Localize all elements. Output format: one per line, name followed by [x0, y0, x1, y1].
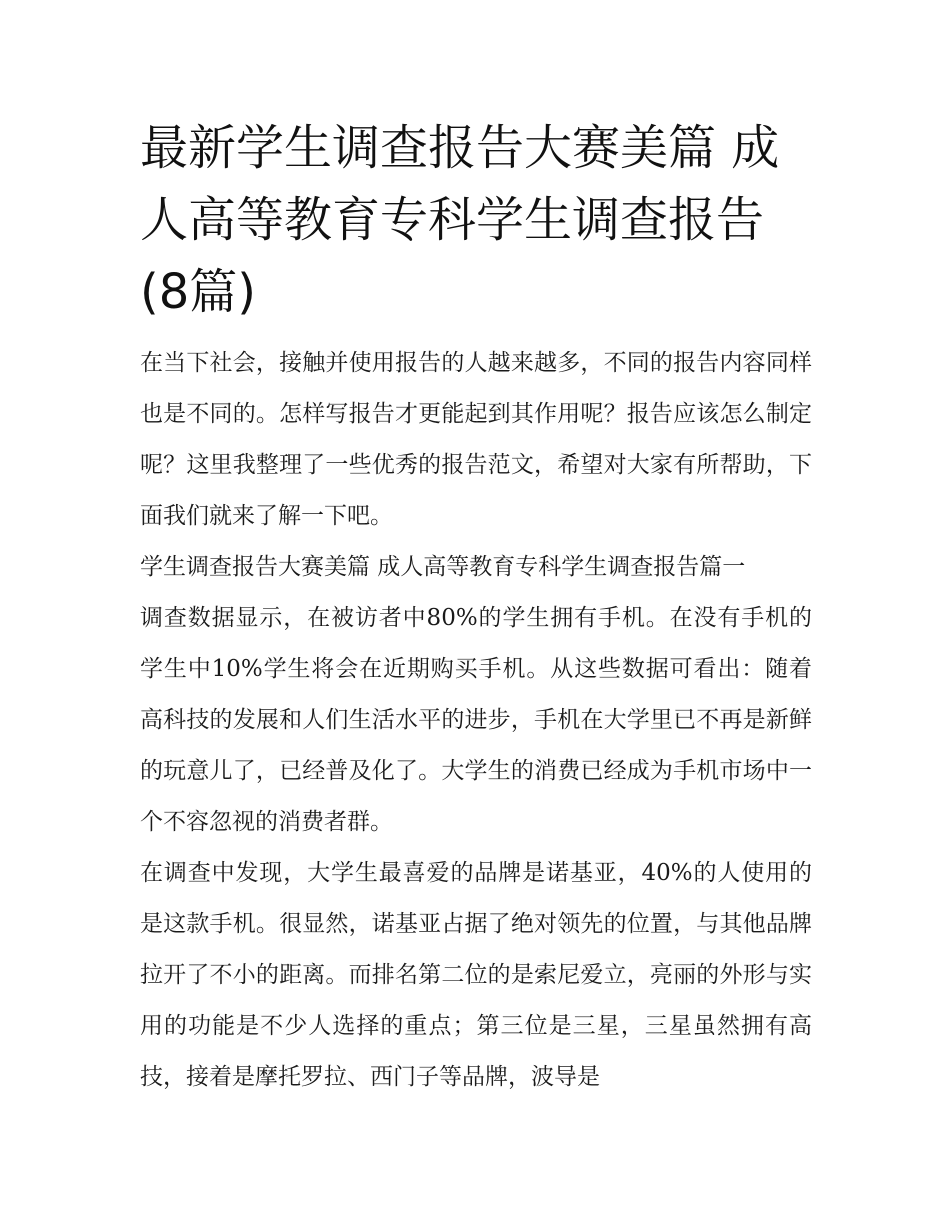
document-page: [140, 112, 812, 1103]
body-paragraph: 调查数据显示，在被访者中80%的学生拥有手机。在没有手机的学生中10%学生将会在近期购买手机。从这些数据可看出：随着高科技的发展和人们生活水平的进步，手机在大学里已不再是新鲜的玩意儿了，已经普及化了。大学生的消费已经成为手机市场中一个不容忽视的消费者群。: [140, 605, 812, 835]
document-title: 最新学生调查报告大赛美篇 成人高等教育专科学生调查报告(8篇): [140, 120, 780, 320]
intro-paragraph: 在当下社会，接触并使用报告的人越来越多，不同的报告内容同样也是不同的。怎样写报告才更能起到其作用呢？报告应该怎么制定呢？这里我整理了一些优秀的报告范文，希望对大家有所帮助，下面我们就来了解一下吧。: [140, 350, 812, 529]
body-paragraph: 在调查中发现，大学生最喜爱的品牌是诺基亚，40%的人使用的是这款手机。很显然，诺基亚占据了绝对领先的位置，与其他品牌拉开了不小的距离。而排名第二位的是索尼爱立，亮丽的外形与实用的功能是不少人选择的重点；第三位是三星，三星虽然拥有高技，接着是摩托罗拉、西门子等品牌，波导是: [140, 860, 812, 1090]
section-heading: 学生调查报告大赛美篇 成人高等教育专科学生调查报告篇一: [140, 554, 746, 580]
